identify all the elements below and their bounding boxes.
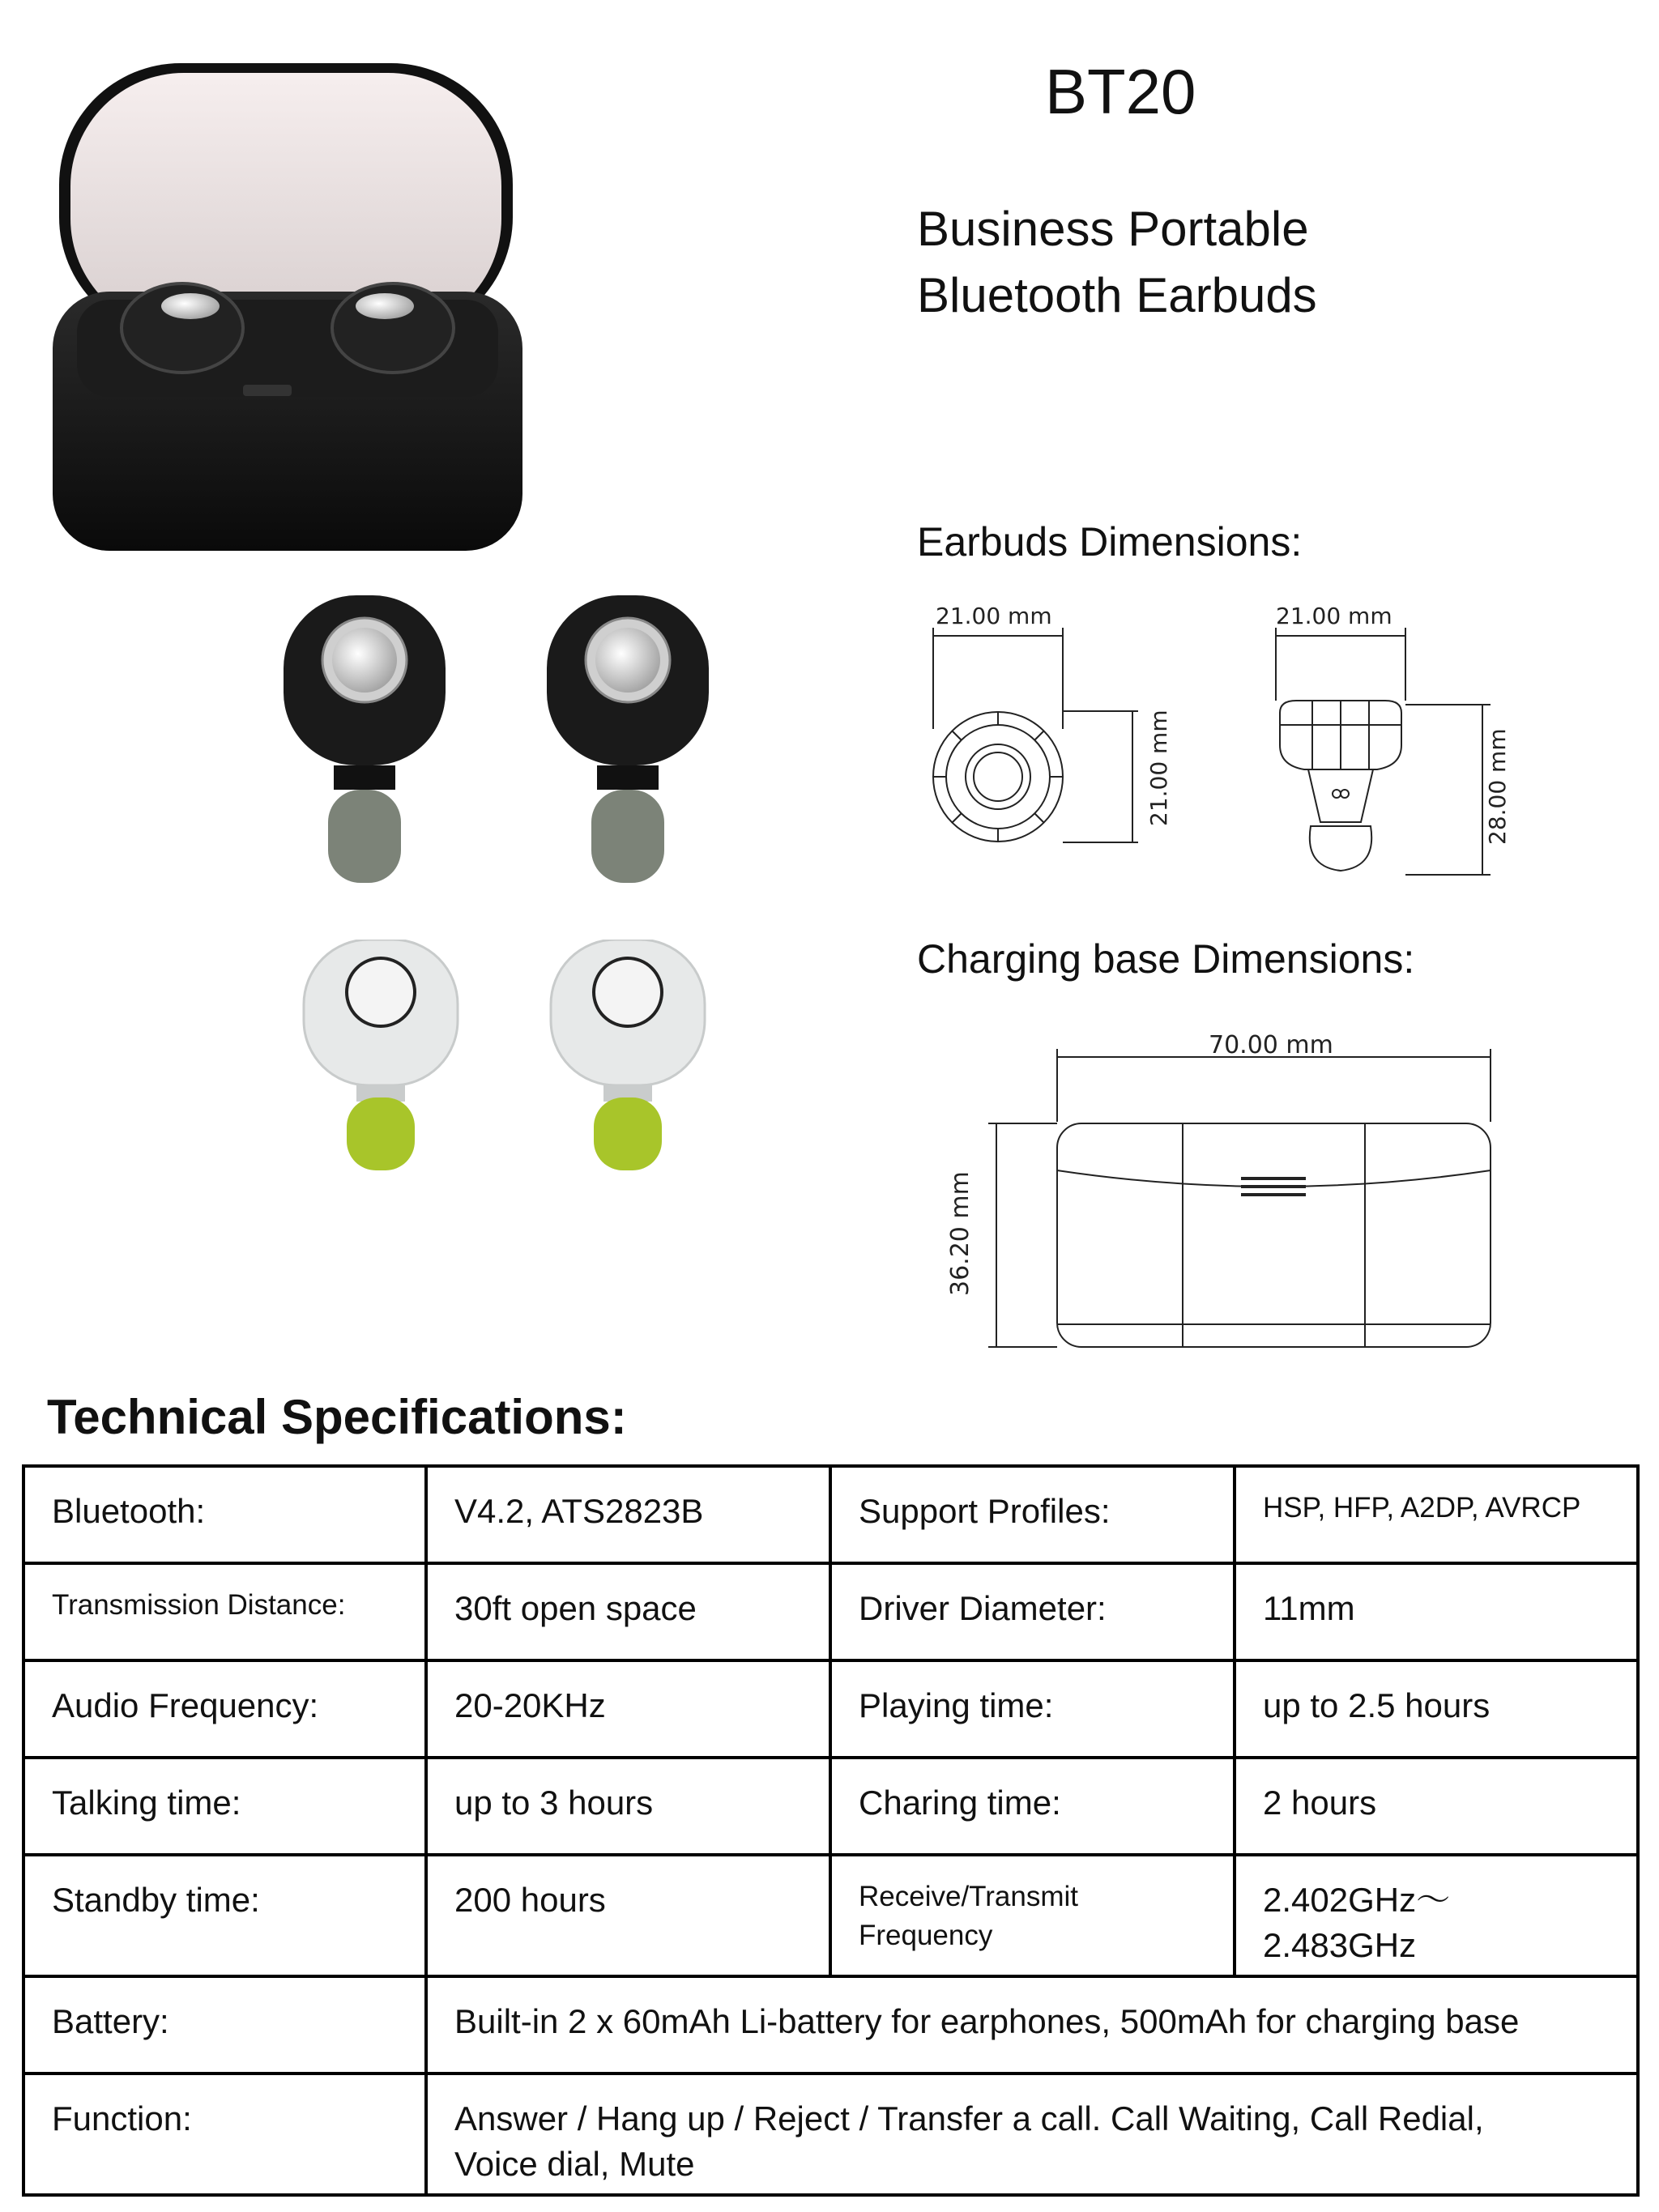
white-earbud-right xyxy=(551,940,705,1170)
earbud-front-width-label: 21.00 mm xyxy=(936,603,1052,629)
product-subtitle xyxy=(917,196,1317,329)
spec-value: V4.2, ATS2823B xyxy=(426,1466,830,1563)
spec-key: Bluetooth: xyxy=(23,1466,426,1563)
base-height-label: 36.20 mm xyxy=(946,1171,975,1296)
earbud-front-drawing xyxy=(923,595,1231,863)
table-row xyxy=(23,1660,1638,1758)
spec-value: 30ft open space xyxy=(426,1563,830,1660)
table-row xyxy=(23,2073,1638,2195)
table-row xyxy=(23,1563,1638,1660)
spec-value-line-1: Answer / Hang up / Reject / Transfer a call. Call Waiting, Call Redial, xyxy=(454,2099,1484,2137)
subtitle-line-2: Bluetooth Earbuds xyxy=(917,268,1317,322)
black-earbud-right xyxy=(547,595,709,883)
table-row xyxy=(23,1466,1638,1563)
table-row xyxy=(23,1758,1638,1855)
charging-case-photo xyxy=(45,49,522,551)
earbud-side-width-label: 21.00 mm xyxy=(1276,603,1392,629)
spec-value: 2 hours xyxy=(1235,1758,1638,1855)
spec-key-line-1: Receive/Transmit xyxy=(859,1881,1078,1912)
spec-key: Support Profiles: xyxy=(830,1466,1235,1563)
spec-key: Battery: xyxy=(23,1976,426,2073)
charging-base-drawing xyxy=(940,1025,1523,1365)
spec-value: Built-in 2 x 60mAh Li-battery for earphones, 500mAh for charging base xyxy=(426,1976,1638,2073)
spec-value: up to 2.5 hours xyxy=(1235,1660,1638,1758)
spec-key: Charing time: xyxy=(830,1758,1235,1855)
table-row xyxy=(23,1855,1638,1976)
white-earbud-left xyxy=(304,940,458,1170)
base-width-label: 70.00 mm xyxy=(1209,1031,1333,1059)
spec-value: HSP, HFP, A2DP, AVRCP xyxy=(1235,1466,1638,1563)
spec-value: 11mm xyxy=(1235,1563,1638,1660)
spec-value-line-2: Voice dial, Mute xyxy=(454,2145,695,2183)
spec-value-line-1: 2.402GHz～ xyxy=(1263,1881,1451,1919)
spec-key: Driver Diameter: xyxy=(830,1563,1235,1660)
spec-value xyxy=(1235,1855,1638,1976)
model-title: BT20 xyxy=(1045,56,1196,127)
earbuds-dimensions-heading: Earbuds Dimensions: xyxy=(917,519,1303,565)
charging-base-dimensions-heading: Charging base Dimensions: xyxy=(917,936,1415,982)
subtitle-line-1: Business Portable xyxy=(917,202,1309,256)
table-row xyxy=(23,1976,1638,2073)
earbud-side-height-label: 28.00 mm xyxy=(1484,728,1511,845)
spec-key: Standby time: xyxy=(23,1855,426,1976)
spec-key: Audio Frequency: xyxy=(23,1660,426,1758)
earbud-side-drawing xyxy=(1264,595,1523,887)
spec-key: Talking time: xyxy=(23,1758,426,1855)
spec-key: Playing time: xyxy=(830,1660,1235,1758)
spec-table xyxy=(22,1464,1640,2197)
spec-key xyxy=(830,1855,1235,1976)
spec-key: Function: xyxy=(23,2073,426,2195)
spec-value: 20-20KHz xyxy=(426,1660,830,1758)
spec-key: Transmission Distance: xyxy=(23,1563,426,1660)
white-earbuds-photo xyxy=(300,940,737,1174)
technical-specifications-heading: Technical Specifications: xyxy=(47,1390,627,1444)
earbud-front-height-label: 21.00 mm xyxy=(1145,710,1172,826)
black-earbuds-photo xyxy=(267,595,770,887)
black-earbud-left xyxy=(284,595,446,883)
spec-key-line-2: Frequency xyxy=(859,1920,993,1951)
spec-value-line-2: 2.483GHz xyxy=(1263,1926,1417,1964)
spec-value: 200 hours xyxy=(426,1855,830,1976)
spec-value xyxy=(426,2073,1638,2195)
spec-value: up to 3 hours xyxy=(426,1758,830,1855)
